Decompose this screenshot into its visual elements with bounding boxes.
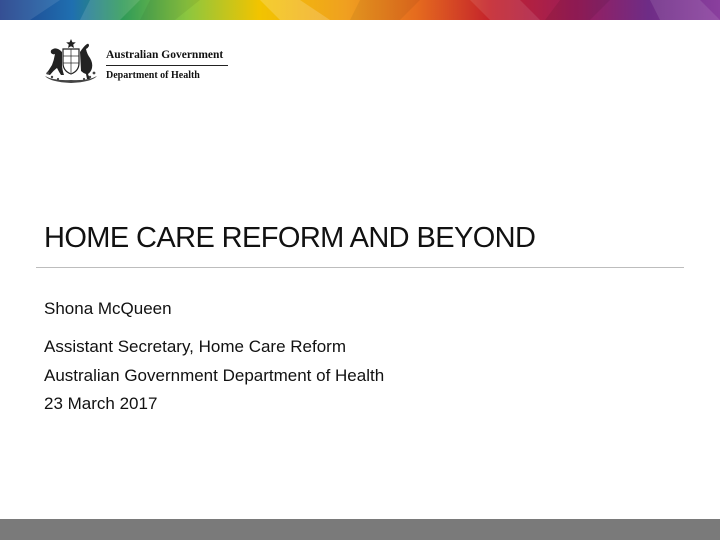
rainbow-header-band <box>0 0 720 20</box>
presenter-name: Shona McQueen <box>44 299 172 318</box>
logo-text <box>106 48 228 82</box>
presenter-organisation: Australian Government Department of Health <box>44 365 385 385</box>
rainbow-band-graphic <box>0 0 720 20</box>
department-name: Department of Health <box>106 70 200 81</box>
footer-band <box>0 519 720 540</box>
government-logo <box>40 38 230 84</box>
presentation-date: 23 March 2017 <box>44 394 158 413</box>
government-name: Australian Government <box>106 48 228 66</box>
slide-title: HOME CARE REFORM AND BEYOND <box>44 222 536 254</box>
title-divider <box>36 267 684 268</box>
presenter-details <box>44 333 384 419</box>
presenter-role: Assistant Secretary, Home Care Reform <box>44 337 346 356</box>
coat-of-arms-icon <box>40 38 102 84</box>
